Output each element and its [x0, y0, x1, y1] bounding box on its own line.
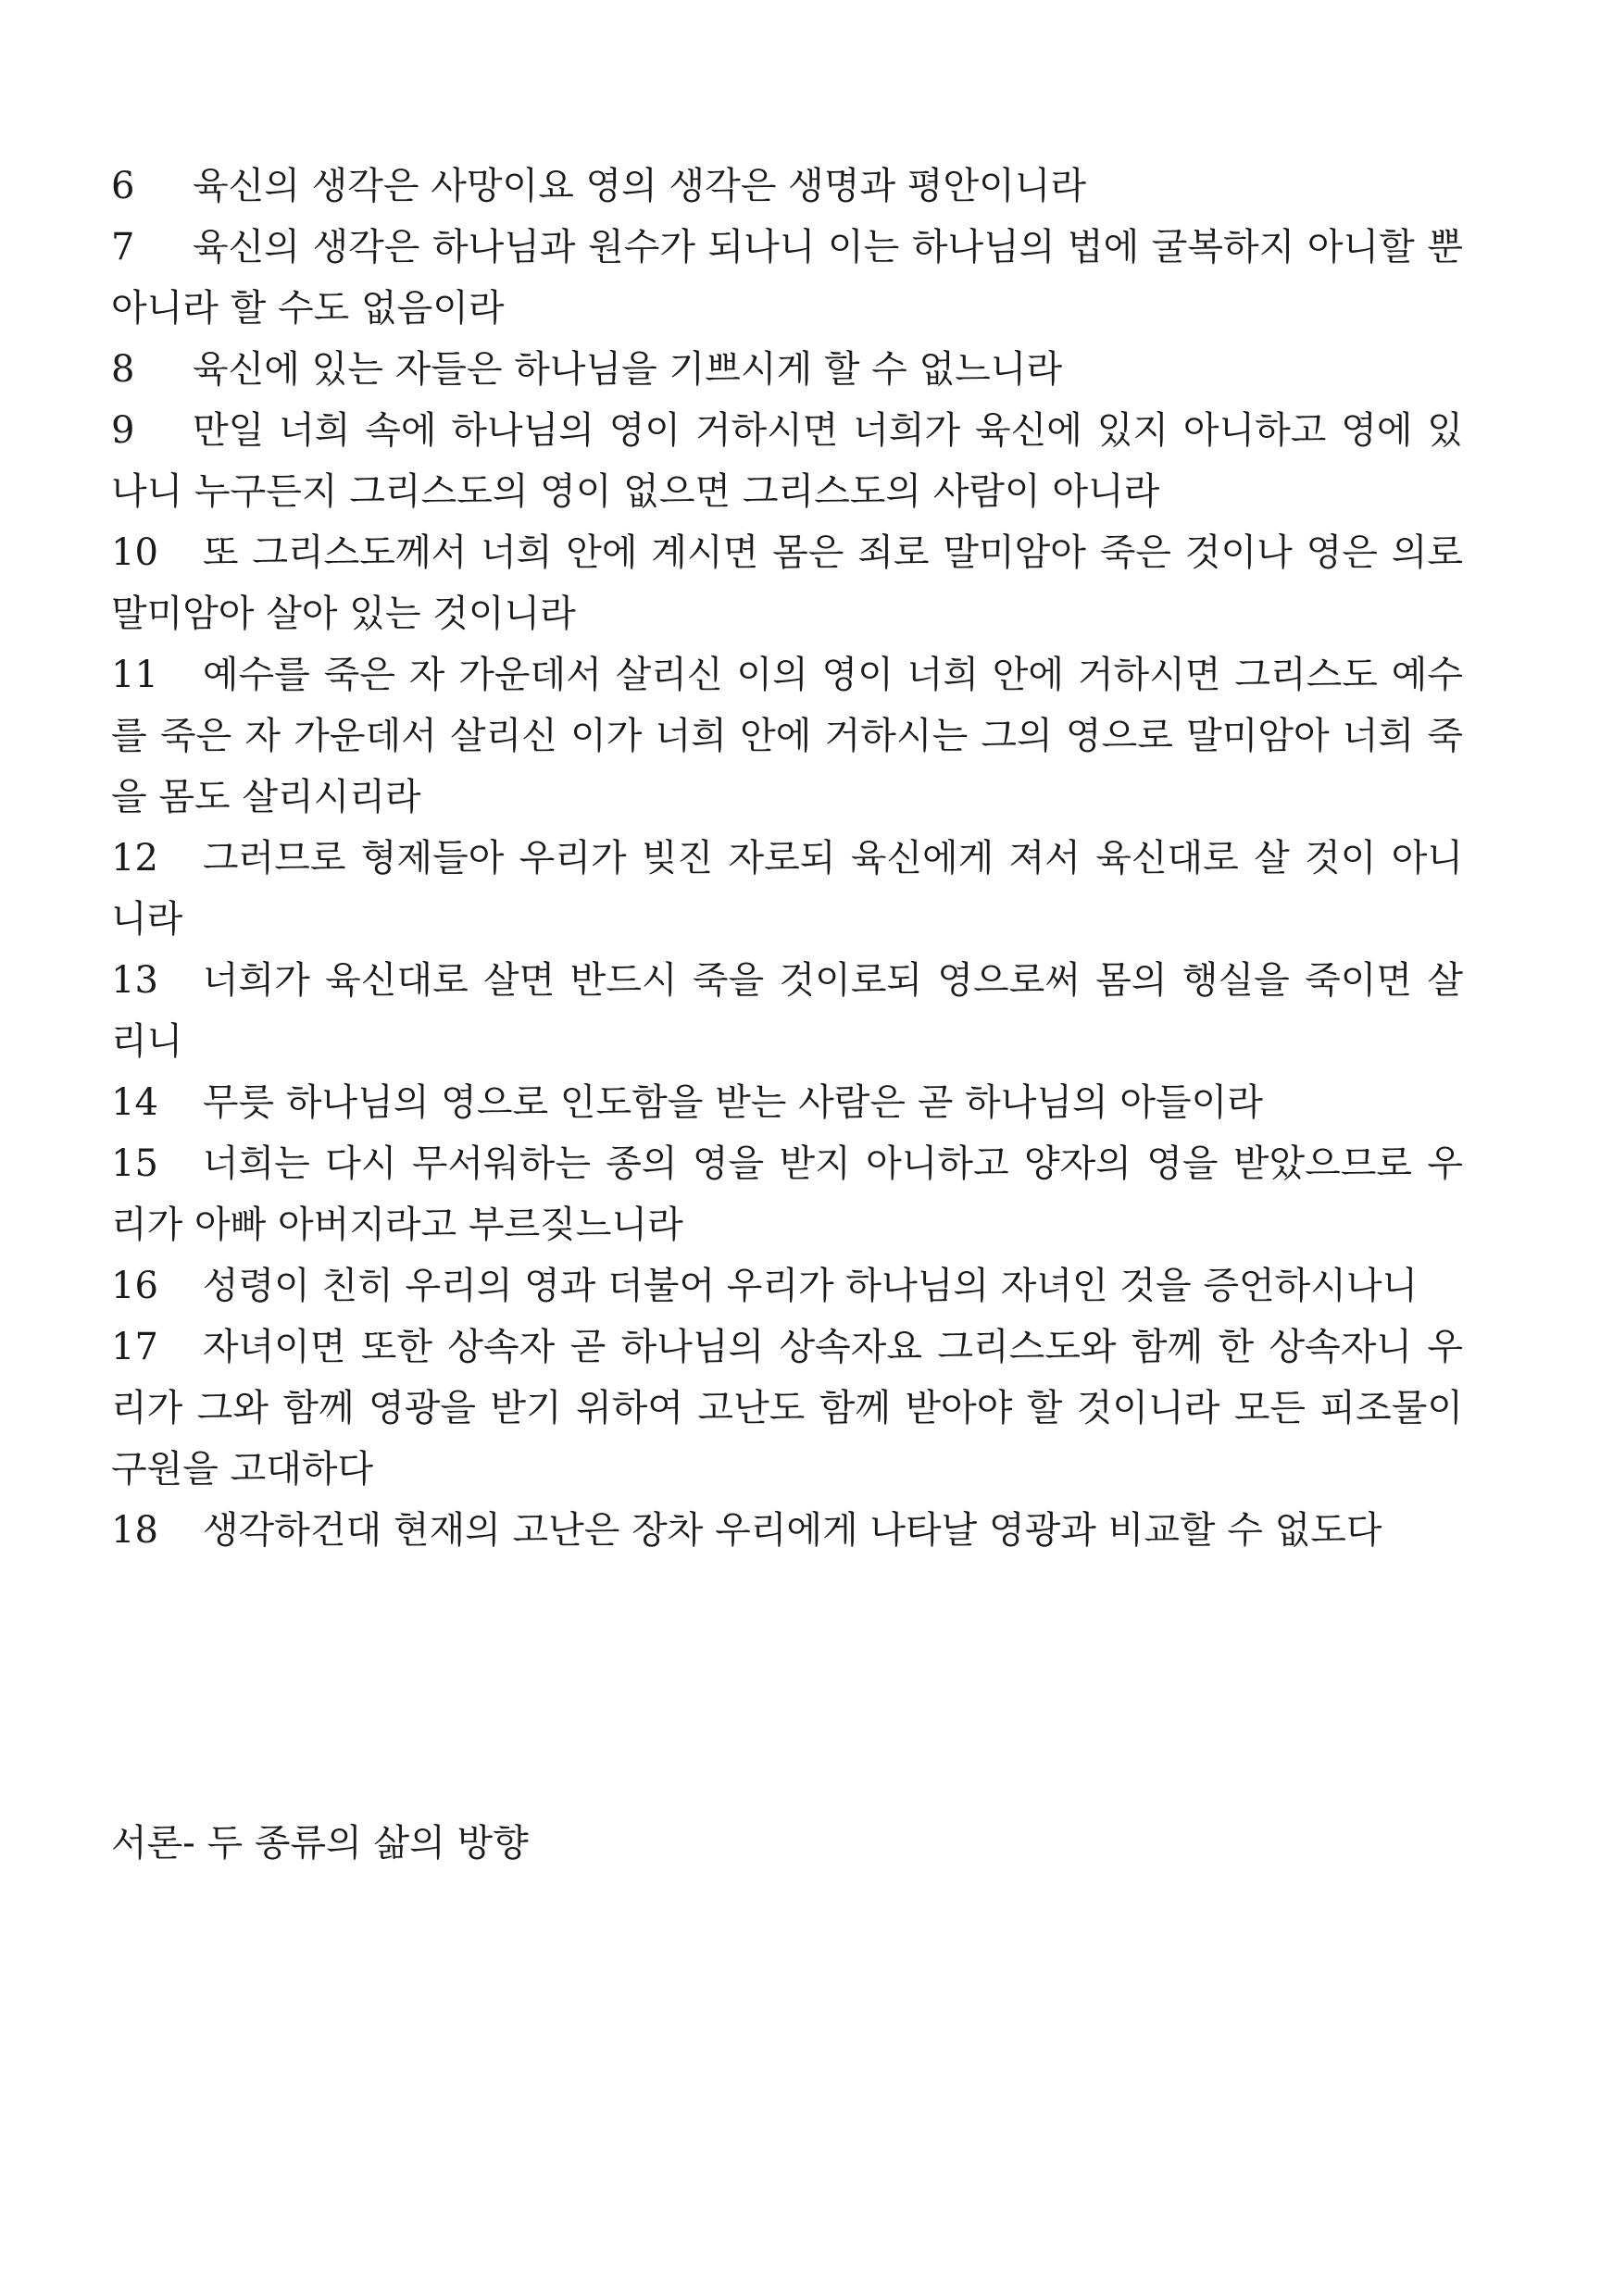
verse-8 [111, 339, 1463, 400]
verse-text: 육신의 생각은 하나님과 원수가 되나니 이는 하나님의 법에 굴복하지 아니할 뿐 아니라 할 수도 없음이라 [111, 226, 1463, 330]
verse-number: 14 [111, 1081, 158, 1124]
verse-number: 16 [111, 1265, 158, 1307]
verse-text: 무릇 하나님의 영으로 인도함을 받는 사람은 곧 하나님의 아들이라 [202, 1081, 1263, 1124]
section-heading: 서론- 두 종류의 삶의 방향 [111, 1822, 529, 1865]
verse-text: 생각하건대 현재의 고난은 장차 우리에게 나타날 영광과 비교할 수 없도다 [202, 1509, 1382, 1552]
verse-16 [111, 1255, 1463, 1316]
verse-7 [111, 217, 1463, 339]
verse-11 [111, 644, 1463, 828]
verse-9 [111, 400, 1463, 522]
verse-number: 9 [111, 409, 135, 452]
verse-text: 그러므로 형제들아 우리가 빚진 자로되 육신에게 져서 육신대로 살 것이 아니니라 [111, 837, 1463, 941]
verse-10 [111, 522, 1463, 644]
verse-number: 10 [111, 531, 158, 574]
verse-text: 너희는 다시 무서워하는 종의 영을 받지 아니하고 양자의 영을 받았으므로 우리가 아빠 아버지라고 부르짖느니라 [111, 1142, 1463, 1246]
verse-number: 6 [111, 165, 135, 207]
verse-text: 예수를 죽은 자 가운데서 살리신 이의 영이 너희 안에 거하시면 그리스도 예수를 죽은 자 가운데서 살리신 이가 너희 안에 거하시는 그의 영으로 말미암아 너희 죽을 몸도 살리시리라 [111, 654, 1463, 818]
verse-text: 성령이 친히 우리의 영과 더불어 우리가 하나님의 자녀인 것을 증언하시나니 [202, 1265, 1419, 1307]
verse-number: 12 [111, 837, 158, 880]
verse-number: 17 [111, 1326, 158, 1368]
verse-text: 또 그리스도께서 너희 안에 계시면 몸은 죄로 말미암아 죽은 것이나 영은 의로 말미암아 살아 있는 것이니라 [111, 531, 1463, 635]
verse-18 [111, 1500, 1463, 1561]
verse-text: 육신의 생각은 사망이요 영의 생각은 생명과 평안이니라 [193, 165, 1087, 207]
verse-list [111, 156, 1463, 1561]
verse-15 [111, 1133, 1463, 1255]
verse-text: 만일 너희 속에 하나님의 영이 거하시면 너희가 육신에 있지 아니하고 영에 있나니 누구든지 그리스도의 영이 없으면 그리스도의 사람이 아니라 [111, 409, 1463, 513]
verse-13 [111, 950, 1463, 1072]
verse-number: 13 [111, 959, 158, 1002]
verse-number: 11 [111, 654, 158, 696]
verse-number: 15 [111, 1142, 158, 1185]
verse-text: 육신에 있는 자들은 하나님을 기쁘시게 할 수 없느니라 [193, 348, 1063, 391]
verse-12 [111, 828, 1463, 950]
verse-text: 너희가 육신대로 살면 반드시 죽을 것이로되 영으로써 몸의 행실을 죽이면 살리니 [111, 959, 1463, 1063]
verse-text: 자녀이면 또한 상속자 곧 하나님의 상속자요 그리스도와 함께 한 상속자니 우리가 그와 함께 영광을 받기 위하여 고난도 함께 받아야 할 것이니라 모든 피조물이 구원을 고대하다 [111, 1326, 1463, 1491]
verse-number: 18 [111, 1509, 158, 1552]
verse-14 [111, 1072, 1463, 1133]
verse-number: 7 [111, 226, 135, 268]
verse-17 [111, 1316, 1463, 1500]
verse-number: 8 [111, 348, 135, 391]
verse-6 [111, 156, 1463, 217]
